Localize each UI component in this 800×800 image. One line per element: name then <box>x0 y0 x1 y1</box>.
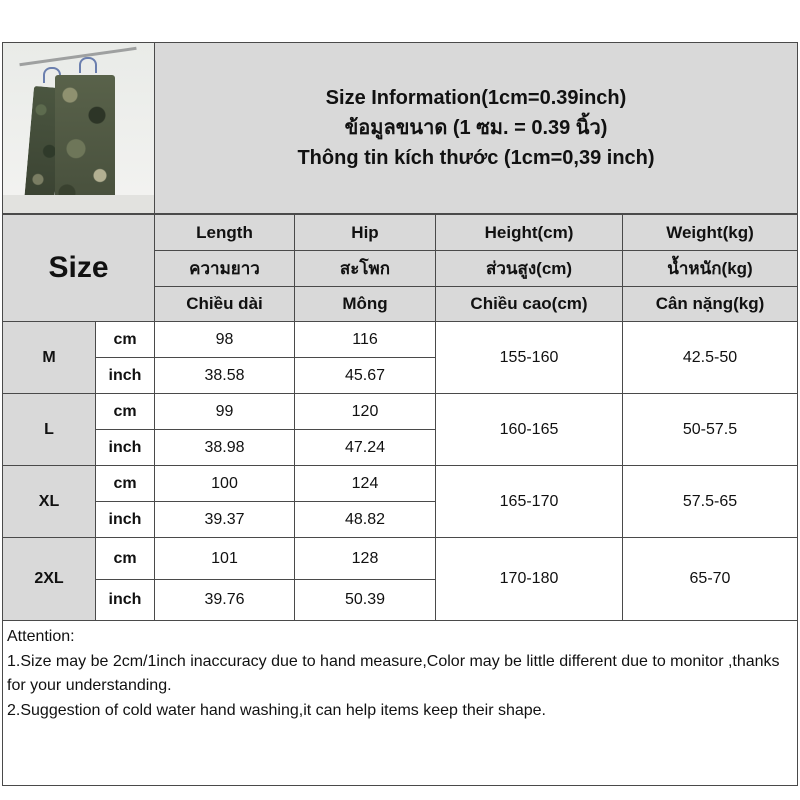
m-hip-inch: 45.67 <box>294 357 436 394</box>
m-weight: 42.5-50 <box>622 321 798 394</box>
col-hip-th: สะโพก <box>294 250 436 287</box>
hanger-icon <box>79 57 97 73</box>
size-chart <box>2 42 798 786</box>
2xl-hip-cm: 128 <box>294 537 436 580</box>
m-length-inch: 38.58 <box>154 357 295 394</box>
l-hip-inch: 47.24 <box>294 429 436 466</box>
size-info-title <box>154 42 798 214</box>
l-height: 160-165 <box>435 393 623 466</box>
m-hip-cm: 116 <box>294 321 436 358</box>
xl-height: 165-170 <box>435 465 623 538</box>
l-hip-cm: 120 <box>294 393 436 430</box>
col-weight-th: น้ำหนัก(kg) <box>622 250 798 287</box>
size-header: Size <box>2 214 155 322</box>
col-hip-en: Hip <box>294 214 436 251</box>
2xl-weight: 65-70 <box>622 537 798 621</box>
col-height-vi: Chiều cao(cm) <box>435 286 623 322</box>
col-length-th: ความยาว <box>154 250 295 287</box>
col-length-en: Length <box>154 214 295 251</box>
unit-cm: cm <box>95 537 155 580</box>
xl-hip-cm: 124 <box>294 465 436 502</box>
clothes-rack <box>19 47 136 66</box>
unit-inch: inch <box>95 579 155 621</box>
col-height-en: Height(cm) <box>435 214 623 251</box>
l-length-inch: 38.98 <box>154 429 295 466</box>
unit-inch: inch <box>95 357 155 394</box>
col-length-vi: Chiều dài <box>154 286 295 322</box>
attention-notes <box>2 620 798 786</box>
size-m: M <box>2 321 96 394</box>
xl-length-inch: 39.37 <box>154 501 295 538</box>
2xl-length-inch: 39.76 <box>154 579 295 621</box>
2xl-length-cm: 101 <box>154 537 295 580</box>
m-height: 155-160 <box>435 321 623 394</box>
col-height-th: ส่วนสูง(cm) <box>435 250 623 287</box>
col-weight-en: Weight(kg) <box>622 214 798 251</box>
camo-pants-front <box>55 75 115 209</box>
2xl-hip-inch: 50.39 <box>294 579 436 621</box>
unit-cm: cm <box>95 465 155 502</box>
xl-weight: 57.5-65 <box>622 465 798 538</box>
col-weight-vi: Cân nặng(kg) <box>622 286 798 322</box>
note-line-2: 2.Suggestion of cold water hand washing,it can help items keep their shape. <box>7 701 546 719</box>
note-line-1: 1.Size may be 2cm/1inch inaccuracy due to hand measure,Color may be little different due to monitor ,thanks for your understanding. <box>7 652 780 694</box>
unit-inch: inch <box>95 429 155 466</box>
xl-length-cm: 100 <box>154 465 295 502</box>
size-xl: XL <box>2 465 96 538</box>
floor <box>3 195 155 213</box>
col-hip-vi: Mông <box>294 286 436 322</box>
size-l: L <box>2 393 96 466</box>
size-2xl: 2XL <box>2 537 96 621</box>
l-weight: 50-57.5 <box>622 393 798 466</box>
unit-cm: cm <box>95 321 155 358</box>
notes-heading: Attention: <box>7 628 75 645</box>
unit-inch: inch <box>95 501 155 538</box>
title-thai: ข้อมูลขนาด (1 ซม. = 0.39 นิ้ว) <box>344 117 608 139</box>
title-english: Size Information(1cm=0.39inch) <box>325 87 627 109</box>
m-length-cm: 98 <box>154 321 295 358</box>
unit-cm: cm <box>95 393 155 430</box>
product-photo <box>2 42 155 214</box>
l-length-cm: 99 <box>154 393 295 430</box>
xl-hip-inch: 48.82 <box>294 501 436 538</box>
title-vietnamese: Thông tin kích thước (1cm=0,39 inch) <box>297 147 655 169</box>
2xl-height: 170-180 <box>435 537 623 621</box>
